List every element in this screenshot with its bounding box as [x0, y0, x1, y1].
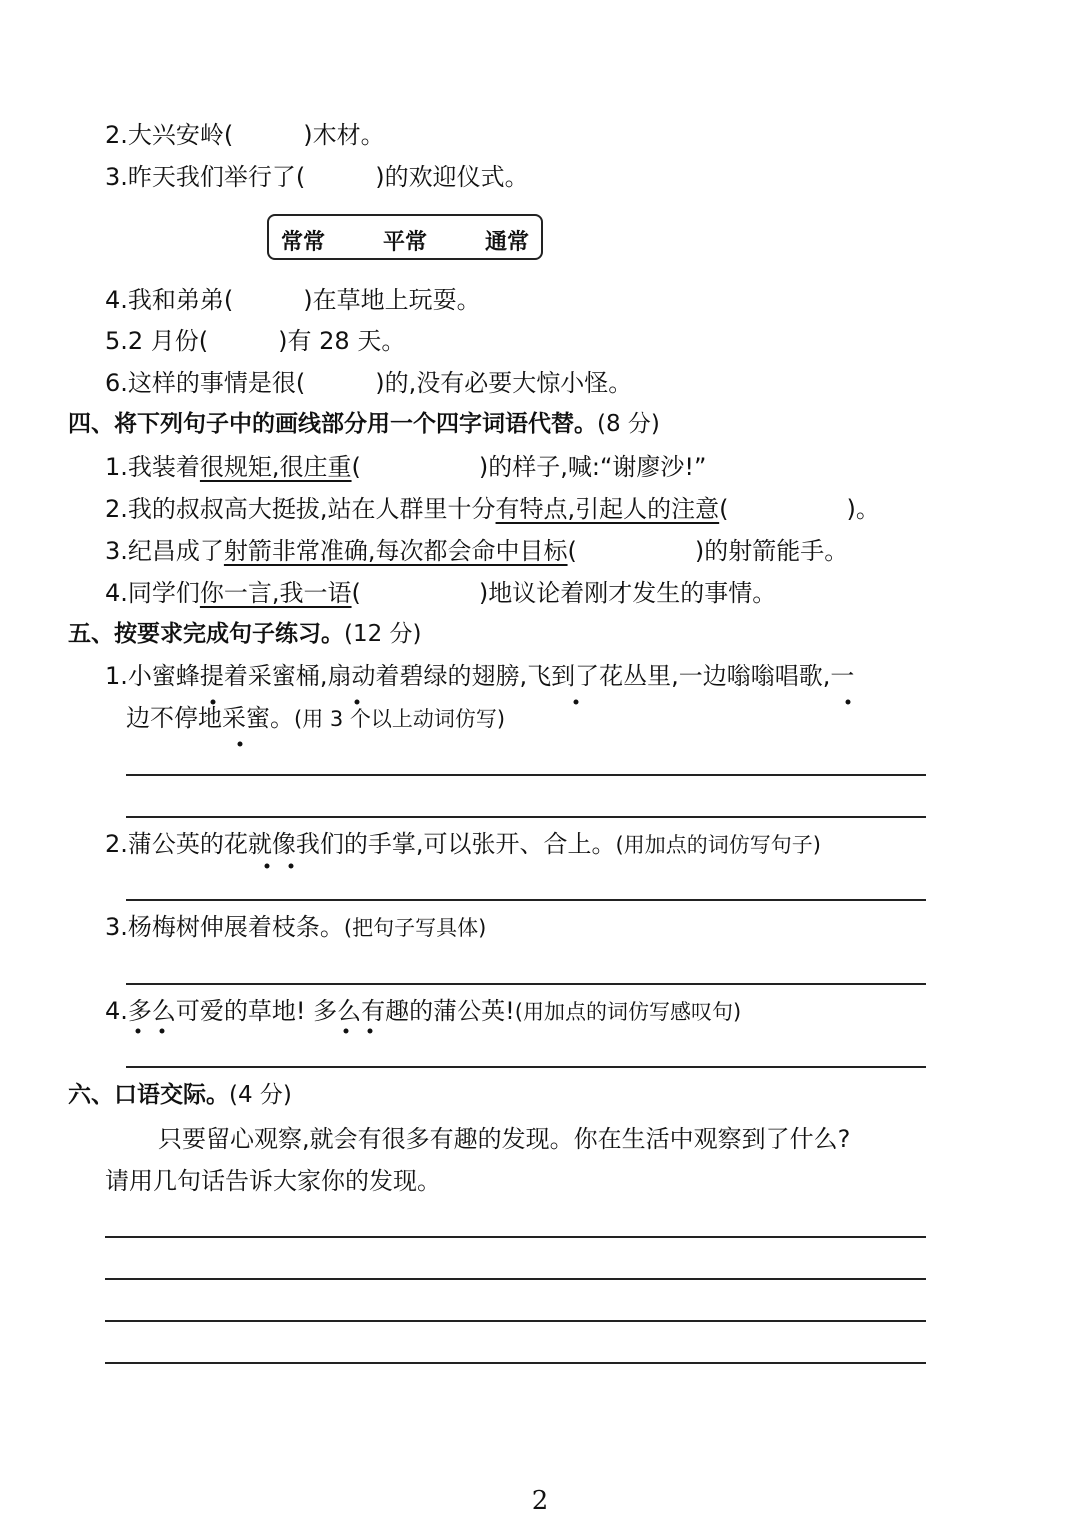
word-option: 通常	[485, 230, 530, 255]
section-5-heading: 五、按要求完成句子练习。(12 分)	[68, 621, 422, 647]
page-number: 2	[531, 1486, 549, 1516]
oral-prompt-line1: 只要留心观察,就会有很多有趣的发现。你在生活中观察到了什么?	[158, 1125, 851, 1153]
emphasis-dot	[238, 742, 243, 747]
question-5-1-line2: 边不停地采蜜。(用 3 个以上动词仿写)	[126, 704, 506, 732]
answer-line[interactable]	[126, 983, 926, 985]
emphasis-dot	[265, 864, 270, 869]
emphasis-dot	[368, 1029, 373, 1034]
word-option: 平常	[383, 230, 428, 255]
section-6-heading: 六、口语交际。(4 分)	[68, 1082, 292, 1108]
question-4-4: 4.同学们你一言,我一语( )地议论着刚才发生的事情。	[105, 579, 777, 607]
question-3-5: 5.2 月份( )有 28 天。	[105, 327, 406, 355]
answer-line[interactable]	[126, 899, 926, 901]
underlined-phrase: 很规矩,很庄重	[199, 453, 352, 481]
emphasis-dot	[574, 700, 579, 705]
emphasis-dot	[136, 1029, 141, 1034]
answer-line[interactable]	[105, 1236, 926, 1238]
answer-line[interactable]	[126, 774, 926, 776]
section-4-heading: 四、将下列句子中的画线部分用一个四字词语代替。(8 分)	[68, 411, 660, 437]
underlined-phrase: 射箭非常准确,每次都会命中目标	[223, 537, 568, 565]
question-4-2: 2.我的叔叔高大挺拔,站在人群里十分有特点,引起人的注意( )。	[105, 495, 880, 523]
question-3-3: 3.昨天我们举行了( )的欢迎仪式。	[105, 163, 529, 191]
question-3-2: 2.大兴安岭( )木材。	[105, 121, 385, 149]
question-3-4: 4.我和弟弟( )在草地上玩耍。	[105, 286, 481, 314]
underlined-phrase: 你一言,我一语	[199, 579, 352, 607]
word-choice-box	[267, 214, 543, 260]
emphasis-dot	[846, 700, 851, 705]
answer-line[interactable]	[126, 1066, 926, 1068]
word-option: 常常	[281, 230, 326, 255]
question-5-2: 2.蒲公英的花就像我们的手掌,可以张开、合上。(用加点的词仿写句子)	[105, 830, 821, 858]
question-5-4: 4.多么可爱的草地! 多么有趣的蒲公英!(用加点的词仿写感叹句)	[105, 997, 742, 1025]
question-3-6: 6.这样的事情是很( )的,没有必要大惊小怪。	[105, 369, 633, 397]
answer-line[interactable]	[105, 1320, 926, 1322]
question-4-1: 1.我装着很规矩,很庄重( )的样子,喊:“谢廖沙!”	[105, 453, 707, 481]
answer-line[interactable]	[105, 1362, 926, 1364]
emphasis-dot	[160, 1029, 165, 1034]
emphasis-dot	[344, 1029, 349, 1034]
question-5-3: 3.杨梅树伸展着枝条。(把句子写具体)	[105, 913, 487, 941]
underlined-phrase: 有特点,引起人的注意	[495, 495, 720, 523]
question-5-1-line1: 1.小蜜蜂提着采蜜桶,扇动着碧绿的翅膀,飞到了花丛里,一边嗡嗡唱歌,一	[105, 662, 855, 690]
emphasis-dot	[289, 864, 294, 869]
oral-prompt-line2: 请用几句话告诉大家你的发现。	[105, 1167, 441, 1195]
question-4-3: 3.纪昌成了射箭非常准确,每次都会命中目标( )的射箭能手。	[105, 537, 849, 565]
answer-line[interactable]	[105, 1278, 926, 1280]
answer-line[interactable]	[126, 816, 926, 818]
